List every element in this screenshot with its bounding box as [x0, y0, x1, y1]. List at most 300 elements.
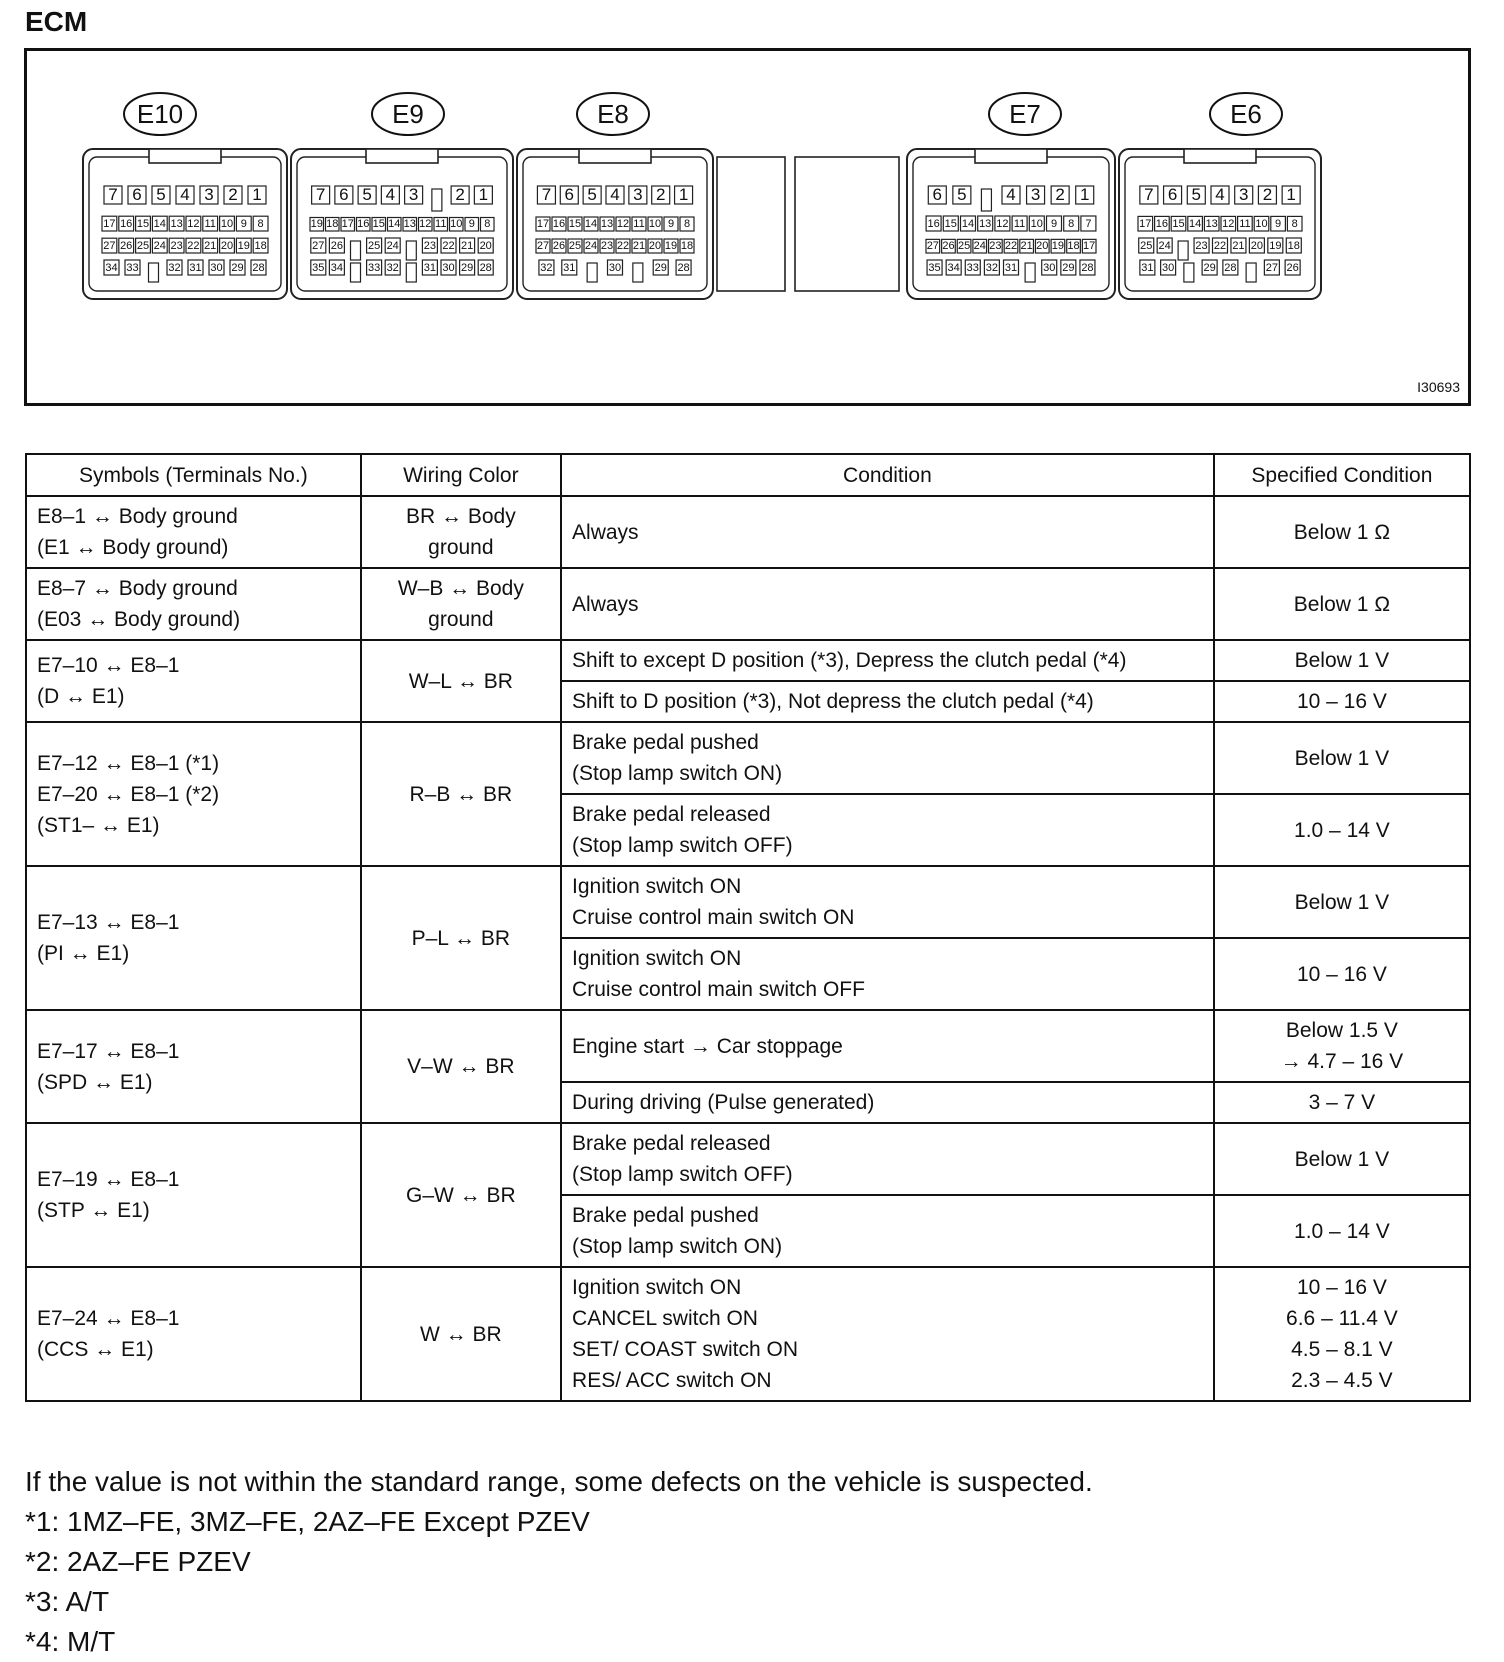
terminal-number: 27 — [103, 240, 116, 252]
condition-cell-line: Always — [572, 520, 639, 544]
note-1: *1: 1MZ–FE, 3MZ–FE, 2AZ–FE Except PZEV — [25, 1506, 590, 1537]
terminal-number: 24 — [973, 240, 986, 252]
terminal-number: 12 — [996, 218, 1009, 230]
terminal-number: 21 — [632, 240, 646, 252]
terminal-number: 30 — [1162, 262, 1175, 274]
terminal-gap — [432, 189, 442, 211]
symbols-cell-line: (E03 ↔ Body ground) — [37, 608, 241, 631]
wiring-color-cell — [361, 640, 561, 722]
terminal-number: 18 — [326, 218, 339, 230]
condition-cell — [561, 722, 1214, 794]
symbols-cell-line: E7–17 ↔ E8–1 — [37, 1039, 180, 1063]
terminal-number: 14 — [388, 218, 401, 230]
terminal-number: 2 — [455, 185, 465, 204]
terminal-number: 33 — [126, 262, 139, 274]
specified-condition-cell — [1214, 1082, 1470, 1123]
terminal-number: 6 — [339, 185, 349, 204]
condition-cell — [561, 1195, 1214, 1267]
wiring-color-cell-line: BR ↔ Body — [405, 505, 516, 528]
condition-cell-line: Cruise control main switch ON — [572, 906, 855, 929]
terminal-number: 25 — [568, 240, 582, 252]
terminal-number: 20 — [220, 240, 234, 252]
terminal-number: 6 — [932, 185, 943, 204]
terminal-number: 5 — [957, 185, 967, 204]
terminal-number: 1 — [1079, 185, 1090, 204]
terminal-number: 29 — [654, 262, 667, 274]
symbols-cell-line: E7–12 ↔ E8–1 (*1) — [37, 751, 220, 775]
symbols-cell — [26, 1267, 361, 1401]
terminal-number: 14 — [584, 218, 598, 230]
symbols-cell-line: (PI ↔ E1) — [37, 942, 130, 965]
terminal-number: 16 — [552, 218, 566, 230]
specified-condition-cell-line: 10 – 16 V — [1296, 1276, 1387, 1299]
terminal-number: 19 — [1269, 240, 1282, 252]
terminal-number: 23 — [989, 240, 1002, 252]
specified-condition-cell-line: Below 1 V — [1294, 746, 1390, 770]
blank-slot — [717, 157, 785, 291]
terminal-number: 8 — [257, 218, 264, 230]
note-3: *3: A/T — [25, 1586, 110, 1617]
condition-cell-line: Cruise control main switch OFF — [572, 978, 865, 1001]
condition-cell-line: (Stop lamp switch OFF) — [572, 834, 793, 857]
terminal-number: 13 — [979, 218, 992, 230]
terminal-number: 1 — [478, 185, 489, 204]
symbols-cell-line: E7–13 ↔ E8–1 — [37, 911, 180, 934]
terminal-number: 3 — [204, 185, 214, 204]
specified-condition-cell-line: 4.5 – 8.1 V — [1291, 1338, 1393, 1361]
terminal-number: 11 — [204, 218, 216, 230]
terminal-number: 9 — [1275, 218, 1282, 230]
symbols-cell — [26, 1123, 361, 1267]
terminal-number: 8 — [1291, 218, 1298, 230]
symbols-cell — [26, 496, 361, 568]
condition-cell-line: During driving (Pulse generated) — [572, 1091, 875, 1114]
terminal-number: 26 — [942, 240, 955, 252]
condition-cell-line: Engine start → Car stoppage — [572, 1034, 843, 1058]
terminal-number: 12 — [1222, 218, 1235, 230]
symbols-cell — [26, 866, 361, 1010]
terminal-number: 12 — [187, 218, 200, 230]
condition-cell-line: Ignition switch ON — [572, 1276, 742, 1299]
terminal-gap — [1184, 263, 1194, 282]
terminal-number: 20 — [1036, 240, 1049, 252]
terminal-number: 15 — [568, 218, 582, 230]
terminal-number: 28 — [1081, 262, 1094, 274]
specified-condition-cell — [1214, 938, 1470, 1010]
terminal-number: 15 — [136, 218, 150, 230]
terminal-gap — [1025, 263, 1035, 282]
symbols-cell — [26, 640, 361, 722]
condition-cell-line: CANCEL switch ON — [572, 1307, 758, 1330]
condition-cell-line: Brake pedal pushed — [572, 1204, 759, 1227]
ecm-connector-drawing — [27, 51, 1468, 403]
wiring-color-cell-line: R–B ↔ BR — [409, 782, 513, 806]
condition-cell — [561, 938, 1214, 1010]
specified-condition-cell-line: 2.3 – 4.5 V — [1291, 1369, 1393, 1392]
terminal-number: 6 — [1167, 185, 1178, 204]
wiring-color-cell-line: G–W ↔ BR — [406, 1183, 516, 1207]
specified-condition-cell — [1214, 1123, 1470, 1195]
terminal-number: 15 — [944, 218, 957, 230]
terminal-number: 4 — [180, 185, 190, 204]
condition-cell-line: Brake pedal pushed — [572, 731, 759, 754]
terminal-number: 17 — [536, 218, 550, 230]
condition-cell — [561, 794, 1214, 866]
terminal-number: 17 — [1139, 218, 1152, 230]
connector-diagram — [24, 48, 1471, 406]
terminal-number: 9 — [240, 218, 247, 230]
terminal-number: 18 — [1287, 240, 1300, 252]
terminal-number: 17 — [103, 218, 116, 230]
terminal-number: 2 — [1262, 185, 1273, 204]
terminal-number: 8 — [484, 218, 491, 230]
wiring-color-cell-line: ground — [428, 536, 494, 559]
header-wiring-color: Wiring Color — [361, 454, 561, 496]
specified-condition-cell-line: 10 – 16 V — [1296, 962, 1387, 986]
terminal-number: 6 — [132, 185, 142, 204]
terminal-gap — [1246, 263, 1256, 282]
terminal-number: 19 — [664, 240, 678, 252]
specified-condition-cell — [1214, 794, 1470, 866]
terminal-gap — [587, 263, 597, 282]
terminal-number: 22 — [1213, 240, 1227, 252]
table-row — [26, 722, 1470, 794]
wiring-color-cell-line: P–L ↔ BR — [411, 926, 511, 950]
terminal-number: 7 — [1144, 185, 1154, 204]
specified-condition-cell-line: 6.6 – 11.4 V — [1286, 1307, 1398, 1330]
specified-condition-cell-line: 1.0 – 14 V — [1294, 1219, 1390, 1243]
note-2: *2: 2AZ–FE PZEV — [25, 1546, 251, 1577]
note-standard-range: If the value is not within the standard range, some defects on the vehicle is suspected. — [25, 1466, 1093, 1497]
terminal-number: 1 — [678, 185, 689, 204]
connector-label: E6 — [1230, 99, 1262, 129]
terminal-number: 33 — [966, 262, 979, 274]
header-symbols: Symbols (Terminals No.) — [26, 454, 361, 496]
table-row — [26, 496, 1470, 568]
terminal-number: 24 — [153, 240, 166, 252]
terminal-number: 29 — [1203, 262, 1216, 274]
terminal-number: 29 — [231, 262, 244, 274]
symbols-cell-line: E7–19 ↔ E8–1 — [37, 1168, 180, 1191]
terminal-number: 11 — [1013, 218, 1026, 230]
terminal-number: 2 — [1055, 185, 1065, 204]
terminal-number: 9 — [667, 218, 675, 230]
terminal-number: 24 — [386, 240, 399, 252]
specified-condition-cell — [1214, 1195, 1470, 1267]
symbols-cell-line: (STP ↔ E1) — [37, 1199, 150, 1222]
terminal-number: 16 — [120, 218, 133, 230]
terminal-number: 21 — [460, 240, 474, 252]
terminal-number: 19 — [310, 218, 323, 230]
wiring-color-cell-line: V–W ↔ BR — [407, 1055, 515, 1078]
symbols-cell — [26, 1010, 361, 1123]
condition-cell — [561, 1267, 1214, 1401]
connector-label: E7 — [1009, 99, 1041, 129]
symbols-cell-line: (CCS ↔ E1) — [37, 1338, 154, 1361]
terminal-number: 30 — [1043, 262, 1056, 274]
terminal-number: 13 — [170, 218, 183, 230]
terminal-number: 31 — [563, 262, 576, 274]
wiring-color-cell-line: ground — [428, 608, 494, 631]
terminal-number: 25 — [957, 240, 971, 252]
specified-condition-cell — [1214, 1267, 1470, 1401]
terminal-number: 21 — [1020, 240, 1033, 252]
terminal-number: 21 — [1232, 240, 1245, 252]
wiring-color-cell — [361, 1010, 561, 1123]
terminal-number: 22 — [187, 240, 200, 252]
condition-cell-line: Brake pedal released — [572, 803, 771, 826]
condition-cell — [561, 866, 1214, 938]
terminal-number: 34 — [330, 262, 344, 274]
terminal-number: 18 — [680, 240, 694, 252]
terminal-gap — [1178, 241, 1188, 260]
terminal-number: 24 — [584, 240, 598, 252]
terminal-number: 14 — [1188, 218, 1202, 230]
symbols-cell-line: (D ↔ E1) — [37, 685, 125, 708]
terminal-number: 11 — [633, 218, 645, 230]
terminal-number: 13 — [1205, 218, 1218, 230]
terminal-number: 4 — [610, 185, 620, 204]
condition-cell — [561, 496, 1214, 568]
terminal-number: 20 — [1250, 240, 1264, 252]
terminal-number: 28 — [252, 262, 265, 274]
figure-id: I30693 — [1417, 379, 1460, 395]
symbols-cell-line: (E1 ↔ Body ground) — [37, 536, 229, 559]
terminal-number: 30 — [210, 262, 223, 274]
terminal-number: 10 — [648, 218, 662, 230]
terminal-number: 29 — [1062, 262, 1075, 274]
terminal-number: 13 — [403, 218, 416, 230]
specified-condition-cell-line: 1.0 – 14 V — [1294, 818, 1390, 842]
connector-label: E10 — [136, 99, 184, 129]
terminal-number: 10 — [1030, 218, 1043, 230]
symbols-cell-line: E7–10 ↔ E8–1 — [37, 654, 180, 677]
terminal-gap — [351, 263, 361, 282]
specified-condition-cell-line: 10 – 16 V — [1296, 690, 1387, 713]
specified-condition-cell-line: Below 1 Ω — [1293, 592, 1391, 616]
terminal-number: 35 — [928, 262, 941, 274]
condition-cell-line: Brake pedal released — [572, 1132, 771, 1155]
wiring-color-cell-line: W–B ↔ Body — [397, 577, 524, 600]
condition-cell — [561, 1010, 1214, 1082]
terminal-gap — [406, 241, 416, 260]
wiring-color-cell-line: W ↔ BR — [420, 1322, 502, 1346]
terminal-number: 9 — [468, 218, 475, 230]
specified-condition-cell-line: → 4.7 – 16 V — [1280, 1050, 1404, 1073]
specified-condition-cell-line: Below 1 V — [1294, 890, 1390, 914]
terminal-number: 32 — [386, 262, 399, 274]
terminal-number: 27 — [1265, 262, 1278, 274]
terminal-number: 20 — [479, 240, 492, 252]
terminal-number: 26 — [330, 240, 344, 252]
specified-condition-cell-line: Below 1 V — [1294, 1147, 1390, 1171]
terminal-number: 29 — [460, 262, 474, 274]
terminal-number: 24 — [1158, 240, 1171, 252]
terminal-number: 31 — [189, 262, 202, 274]
terminal-number: 5 — [156, 185, 166, 204]
condition-cell-line: (Stop lamp switch ON) — [572, 1235, 783, 1258]
terminal-number: 28 — [479, 262, 492, 274]
terminal-number: 8 — [683, 218, 691, 230]
terminal-number: 31 — [1004, 262, 1018, 274]
symbols-cell — [26, 722, 361, 866]
specified-condition-cell — [1214, 681, 1470, 722]
symbols-cell-line: E8–1 ↔ Body ground — [37, 505, 238, 528]
condition-cell-line: (Stop lamp switch ON) — [572, 762, 783, 785]
terminal-gap — [633, 263, 643, 282]
terminal-number: 7 — [1085, 218, 1092, 230]
specified-condition-cell — [1214, 640, 1470, 681]
terminal-number: 10 — [450, 218, 463, 230]
connector-latch — [1184, 149, 1256, 163]
specified-condition-cell — [1214, 1010, 1470, 1082]
terminal-number: 30 — [608, 262, 622, 274]
terminal-number: 23 — [600, 240, 614, 252]
terminal-number: 28 — [677, 262, 690, 274]
terminal-number: 34 — [947, 262, 960, 274]
connector-latch — [366, 149, 438, 163]
condition-cell-line: RES/ ACC switch ON — [572, 1369, 772, 1392]
wiring-color-cell — [361, 1267, 561, 1401]
spec-table — [25, 453, 1471, 1402]
connector-latch — [975, 149, 1047, 163]
terminal-number: 32 — [540, 262, 553, 274]
table-row — [26, 1123, 1470, 1195]
wiring-color-cell — [361, 1123, 561, 1267]
terminal-number: 3 — [1238, 185, 1249, 204]
terminal-number: 25 — [1140, 240, 1153, 252]
terminal-number: 5 — [587, 185, 597, 204]
terminal-number: 33 — [367, 262, 381, 274]
terminal-number: 16 — [1155, 218, 1169, 230]
terminal-number: 26 — [120, 240, 133, 252]
condition-cell — [561, 1123, 1214, 1195]
terminal-number: 26 — [552, 240, 566, 252]
terminal-number: 19 — [237, 240, 250, 252]
terminal-number: 4 — [385, 185, 396, 204]
terminal-number: 20 — [648, 240, 662, 252]
terminal-number: 32 — [985, 262, 999, 274]
terminal-number: 22 — [1004, 240, 1018, 252]
terminal-number: 10 — [1255, 218, 1268, 230]
terminal-number: 21 — [204, 240, 217, 252]
connector-label: E9 — [392, 99, 424, 129]
terminal-number: 18 — [1067, 240, 1080, 252]
terminal-number: 3 — [633, 185, 643, 204]
wiring-color-cell-line: W–L ↔ BR — [408, 669, 513, 693]
condition-cell — [561, 568, 1214, 640]
terminal-number: 14 — [961, 218, 975, 230]
terminal-number: 5 — [1191, 185, 1202, 204]
terminal-number: 27 — [312, 240, 325, 252]
wiring-color-cell — [361, 866, 561, 1010]
table-row — [26, 866, 1470, 938]
condition-cell — [561, 1082, 1214, 1123]
terminal-number: 30 — [442, 262, 455, 274]
terminal-number: 6 — [564, 185, 575, 204]
terminal-gap — [149, 263, 159, 282]
condition-cell — [561, 681, 1214, 722]
note-4: *4: M/T — [25, 1626, 116, 1657]
table-row — [26, 1267, 1470, 1401]
terminal-number: 27 — [926, 240, 939, 252]
terminal-number: 7 — [315, 185, 326, 204]
condition-cell-line: Always — [572, 592, 639, 616]
terminal-number: 17 — [1083, 240, 1096, 252]
terminal-number: 11 — [1239, 218, 1251, 230]
wiring-color-cell — [361, 568, 561, 640]
terminal-number: 23 — [423, 240, 437, 252]
terminal-number: 7 — [541, 185, 552, 204]
terminal-number: 8 — [1068, 218, 1075, 230]
table-row — [26, 568, 1470, 640]
terminal-number: 15 — [1172, 218, 1185, 230]
notes — [25, 1462, 1093, 1662]
symbols-cell — [26, 568, 361, 640]
specified-condition-cell-line: Below 1.5 V — [1285, 1019, 1398, 1042]
terminal-number: 22 — [616, 240, 630, 252]
table-row — [26, 640, 1470, 681]
terminal-number: 2 — [655, 185, 666, 204]
terminal-number: 12 — [419, 218, 432, 230]
symbols-cell-line: E8–7 ↔ Body ground — [37, 577, 238, 600]
terminal-number: 3 — [408, 185, 419, 204]
terminal-number: 2 — [228, 185, 238, 204]
terminal-number: 35 — [312, 262, 325, 274]
connector-latch — [149, 149, 221, 163]
condition-cell-line: (Stop lamp switch OFF) — [572, 1163, 793, 1186]
symbols-cell-line: (ST1– ↔ E1) — [37, 813, 160, 837]
terminal-number: 27 — [536, 240, 550, 252]
terminal-number: 9 — [1050, 218, 1058, 230]
connector-housing — [291, 149, 513, 299]
specified-condition-cell — [1214, 496, 1470, 568]
header-condition: Condition — [561, 454, 1214, 496]
table-header-row — [26, 454, 1470, 496]
terminal-number: 26 — [1286, 262, 1299, 274]
specified-condition-cell — [1214, 722, 1470, 794]
terminal-number: 34 — [105, 262, 118, 274]
terminal-number: 22 — [442, 240, 455, 252]
connector-latch — [579, 149, 651, 163]
terminal-number: 13 — [600, 218, 614, 230]
wiring-color-cell — [361, 496, 561, 568]
terminal-number: 3 — [1030, 185, 1041, 204]
terminal-number: 31 — [423, 262, 437, 274]
terminal-number: 4 — [1006, 185, 1016, 204]
blank-slot — [795, 157, 899, 291]
terminal-number: 17 — [341, 218, 354, 230]
symbols-cell-line: (SPD ↔ E1) — [37, 1070, 153, 1094]
condition-cell-line: Shift to D position (*3), Not depress the clutch pedal (*4) — [572, 690, 1094, 713]
terminal-number: 23 — [1195, 240, 1208, 252]
specified-condition-cell-line: Below 1 V — [1294, 649, 1390, 672]
terminal-number: 25 — [136, 240, 150, 252]
terminal-number: 19 — [1051, 240, 1065, 252]
condition-cell-line: SET/ COAST switch ON — [572, 1338, 799, 1361]
terminal-gap — [351, 241, 361, 260]
terminal-number: 14 — [153, 218, 166, 230]
terminal-number: 15 — [372, 218, 385, 230]
terminal-number: 5 — [362, 185, 372, 204]
terminal-number: 28 — [1224, 262, 1237, 274]
condition-cell-line: Ignition switch ON — [572, 875, 742, 898]
terminal-number: 31 — [1141, 262, 1154, 274]
specified-condition-cell — [1214, 568, 1470, 640]
specified-condition-cell-line: 3 – 7 V — [1308, 1091, 1376, 1114]
specified-condition-cell — [1214, 866, 1470, 938]
terminal-number: 1 — [252, 185, 262, 204]
